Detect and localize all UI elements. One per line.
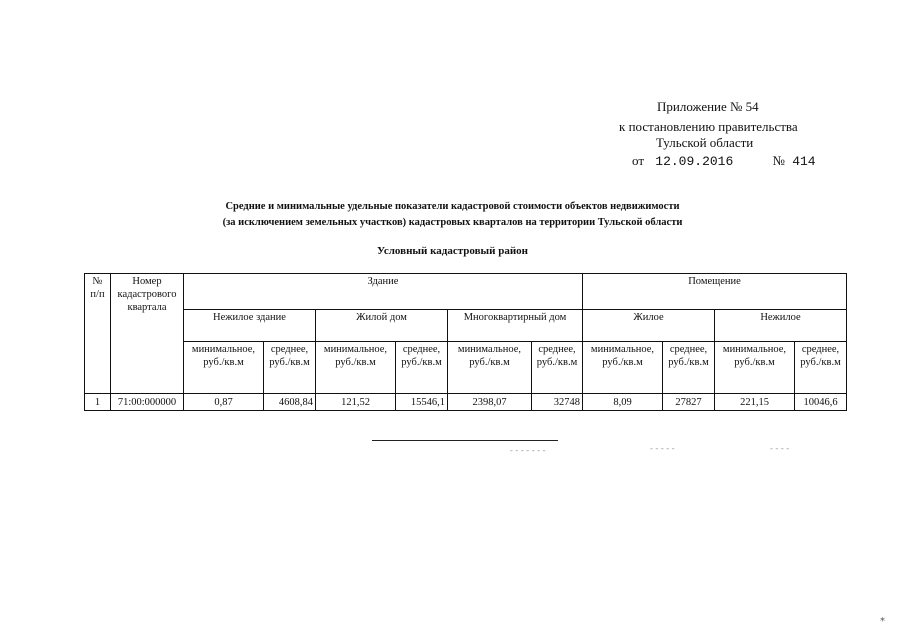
header-avg-value: среднее, руб./кв.м <box>396 342 448 394</box>
document-title-line2: (за исключением земельных участков) кадастровых кварталов на территории Тульской области <box>222 217 683 228</box>
header-residential-house: Жилой дом <box>316 310 448 342</box>
cell-value: 8,09 <box>583 394 663 411</box>
cadastral-value-table <box>84 273 847 411</box>
district-title: Условный кадастровый район <box>376 245 529 257</box>
document-title-line1: Средние и минимальные удельные показатели кадастровой стоимости объектов недвижимости <box>225 201 680 212</box>
decree-date: 12.09.2016 <box>655 154 734 169</box>
cell-value: 32748 <box>532 394 583 411</box>
cell-quarter-number: 71:00:000000 <box>111 394 184 411</box>
table-row <box>85 394 847 411</box>
cell-value: 2398,07 <box>448 394 532 411</box>
closing-line <box>372 440 558 441</box>
cell-value: 15546,1 <box>396 394 448 411</box>
header-min-value: минимальное, руб./кв.м <box>583 342 663 394</box>
header-min-value: минимальное, руб./кв.м <box>184 342 264 394</box>
scan-speck: - - - - - <box>650 444 675 453</box>
header-residential-premises: Жилое <box>583 310 715 342</box>
appendix-subtitle: к постановлению правительства <box>619 119 798 134</box>
appendix-date-line <box>632 153 816 170</box>
header-min-value: минимальное, руб./кв.м <box>715 342 795 394</box>
header-nonresidential-premises: Нежилое <box>715 310 847 342</box>
scan-speck: * <box>880 616 885 627</box>
cell-value: 121,52 <box>316 394 396 411</box>
appendix-title: Приложение № 54 <box>657 99 759 114</box>
header-building: Здание <box>184 274 583 310</box>
header-min-value: минимальное, руб./кв.м <box>316 342 396 394</box>
scan-speck: - - - - <box>770 444 790 453</box>
scan-speck: - - - - - - - <box>510 446 546 455</box>
header-avg-value: среднее, руб./кв.м <box>795 342 847 394</box>
header-nonresidential-building: Нежилое здание <box>184 310 316 342</box>
appendix-region: Тульской области <box>656 135 754 150</box>
cell-value: 221,15 <box>715 394 795 411</box>
number-prefix: № <box>772 153 785 168</box>
header-premises: Помещение <box>583 274 847 310</box>
cell-row-number: 1 <box>85 394 111 411</box>
header-quarter-number: Номер кадастрового квартала <box>111 274 184 394</box>
cell-value: 10046,6 <box>795 394 847 411</box>
cell-value: 4608,84 <box>264 394 316 411</box>
header-row-number: № п/п <box>85 274 111 394</box>
header-min-value: минимальное, руб./кв.м <box>448 342 532 394</box>
header-avg-value: среднее, руб./кв.м <box>264 342 316 394</box>
header-avg-value: среднее, руб./кв.м <box>532 342 583 394</box>
date-prefix: от <box>632 153 645 168</box>
decree-number: 414 <box>792 154 816 169</box>
header-apartment-building: Многоквартирный дом <box>448 310 583 342</box>
cell-value: 27827 <box>663 394 715 411</box>
cell-value: 0,87 <box>184 394 264 411</box>
header-avg-value: среднее, руб./кв.м <box>663 342 715 394</box>
